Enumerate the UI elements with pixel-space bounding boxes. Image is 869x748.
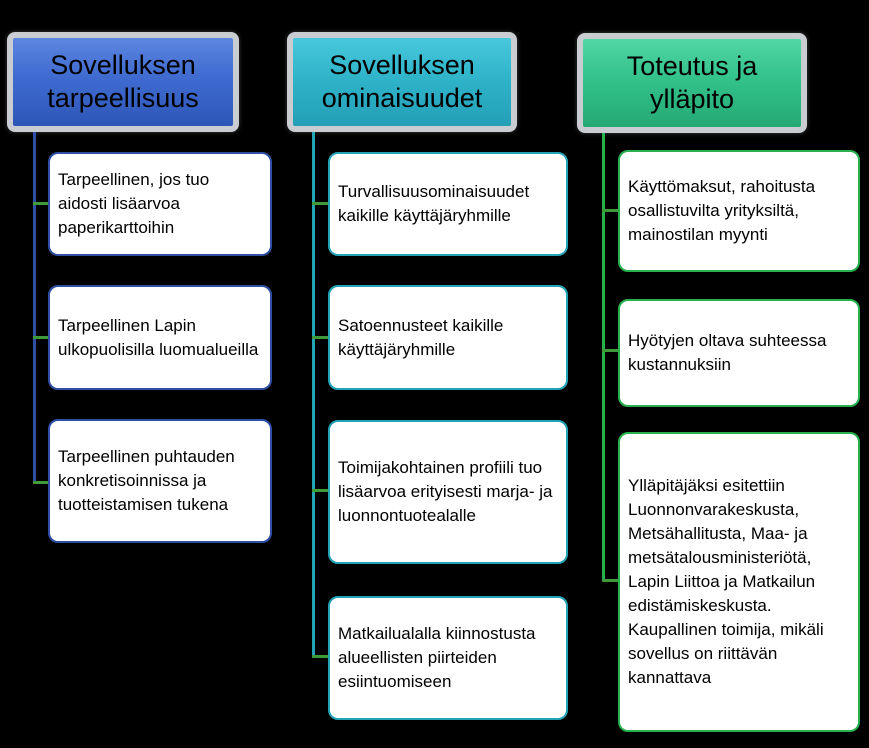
connector-line: [33, 132, 36, 484]
card-text: Toimijakohtainen profiili tuo lisäarvoa erityisesti marja- ja luonnontuotealalle: [338, 458, 553, 525]
column-header-tarpeellisuus: [7, 32, 239, 132]
column-header-label: Sovelluksen ominaisuudet: [321, 50, 483, 113]
card-toteutus-1: [618, 150, 860, 272]
card-tarpeellisuus-3: [48, 419, 272, 543]
card-text: Ylläpitäjäksi esitettiin Luonnonvarakeskusta, Metsähallitusta, Maa- ja metsätalousministeriötä, Lapin Liittoa ja Matkailun edistämiskeskusta. Kaupallinen toimija, mikäli sovellus on riittävän kannattava: [628, 476, 824, 687]
card-ominaisuudet-3: [328, 420, 568, 564]
card-text: Tarpeellinen Lapin ulkopuolisilla luomualueilla: [58, 315, 259, 359]
card-toteutus-2: [618, 299, 860, 407]
card-ominaisuudet-1: [328, 152, 568, 256]
card-text: Käyttömaksut, rahoitusta osallistuvilta yrityksiltä, mainostilan myynti: [628, 177, 816, 244]
card-ominaisuudet-4: [328, 596, 568, 720]
connector-line: [312, 132, 315, 658]
card-tarpeellisuus-2: [48, 285, 272, 390]
column-header-label: Toteutus ja ylläpito: [626, 51, 758, 114]
column-header-label: Sovelluksen tarpeellisuus: [47, 50, 199, 113]
card-ominaisuudet-2: [328, 285, 568, 390]
card-text: Turvallisuusominaisuudet kaikille käyttäjäryhmille: [338, 182, 530, 225]
column-header-toteutus: [577, 33, 807, 133]
connector-line: [602, 133, 605, 582]
card-text: Satoennusteet kaikille käyttäjäryhmille: [338, 315, 504, 359]
card-text: Hyötyjen oltava suhteessa kustannuksiin: [628, 331, 827, 374]
column-header-ominaisuudet: [287, 32, 517, 132]
card-text: Tarpeellinen puhtauden konkretisoinnissa ja tuotteistamisen tukena: [58, 447, 235, 514]
card-text: Tarpeellinen, jos tuo aidosti lisäarvoa paperikarttoihin: [58, 170, 210, 237]
card-text: Matkailualalla kiinnostusta alueellisten piirteiden esiintuomiseen: [338, 624, 536, 691]
card-tarpeellisuus-1: [48, 152, 272, 256]
card-toteutus-3: [618, 432, 860, 732]
